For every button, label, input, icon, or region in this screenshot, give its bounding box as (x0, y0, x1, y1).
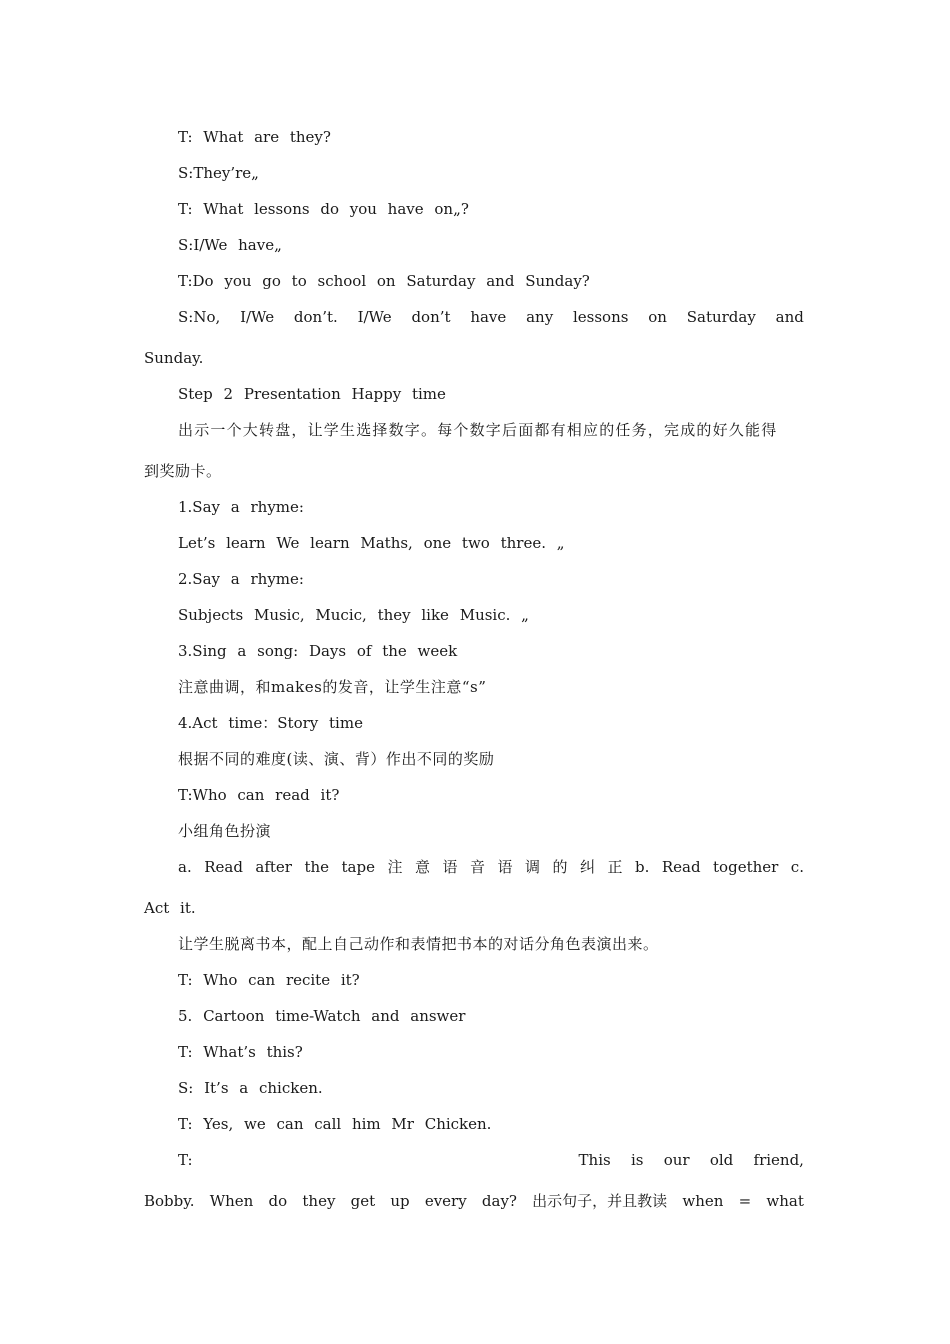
text-line: Let’s learn We learn Maths, one two three. „ (178, 534, 565, 552)
word: what (766, 1192, 804, 1210)
text-line: T: What are they? (178, 128, 331, 146)
word: 调 (524, 858, 540, 876)
word: every (424, 1192, 467, 1210)
word: 语 (497, 858, 513, 876)
word: is (630, 1151, 644, 1169)
word: any (526, 308, 554, 326)
justified-line (178, 1150, 804, 1170)
word: lessons (572, 308, 629, 326)
word: get (350, 1192, 376, 1210)
word: Read (204, 858, 243, 876)
text-line: S: It’s a chicken. (178, 1079, 323, 1097)
text-line: T:Do you go to school on Saturday and Sunday? (178, 272, 590, 290)
word: 正 (607, 858, 623, 876)
word: after (255, 858, 292, 876)
text-line: T: What lessons do you have on„? (178, 200, 469, 218)
justified-line (144, 1191, 804, 1211)
word: on (648, 308, 667, 326)
word: 注 (387, 858, 403, 876)
text-line: 1.Say a rhyme: (178, 498, 304, 516)
word: they (302, 1192, 336, 1210)
word: 的 (552, 858, 568, 876)
justified-line (178, 857, 804, 877)
word: when (682, 1192, 724, 1210)
text-line: Sunday. (144, 349, 204, 367)
text-line: 根据不同的难度(读、演、背）作出不同的奖励 (178, 750, 495, 768)
text-line: 3.Sing a song: Days of the week (178, 642, 458, 660)
word: 音 (469, 858, 485, 876)
text-line: Act it. (144, 899, 196, 917)
word: 语 (442, 858, 458, 876)
word: friend, (753, 1151, 804, 1169)
word: tape (341, 858, 375, 876)
word: b. (634, 858, 650, 876)
text-line: 让学生脱离书本，配上自己动作和表情把书本的对话分角色表演出来。 (178, 935, 659, 953)
text-line: 2.Say a rhyme: (178, 570, 304, 588)
section-heading: Step 2 Presentation Happy time (178, 385, 446, 403)
text-line: Subjects Music, Mucic, they like Music. „ (178, 606, 529, 624)
text-line: 出示一个大转盘，让学生选择数字。每个数字后面都有相应的任务，完成的好久能得 (178, 421, 778, 439)
word: T: (178, 1151, 193, 1169)
text-line: 4.Act time：Story time (178, 714, 363, 732)
text-line: S:I/We have„ (178, 236, 282, 254)
word: together (713, 858, 779, 876)
word: don’t. (293, 308, 338, 326)
word: do (268, 1192, 288, 1210)
word: don’t (411, 308, 451, 326)
word: up (390, 1192, 410, 1210)
text-line: T: Who can recite it? (178, 971, 360, 989)
word: have (470, 308, 507, 326)
justified-line (178, 307, 804, 327)
word: and (775, 308, 804, 326)
word: Read (661, 858, 701, 876)
word: our (663, 1151, 690, 1169)
text-line: 到奖励卡。 (144, 462, 222, 480)
text-line: T: What’s this? (178, 1043, 303, 1061)
word: When (209, 1192, 254, 1210)
text-line: 5. Cartoon time-Watch and answer (178, 1007, 466, 1025)
text-line: S:They’re„ (178, 164, 259, 182)
word: Saturday (686, 308, 756, 326)
text-line: 小组角色扮演 (178, 822, 272, 840)
word: I/We (240, 308, 275, 326)
word: 出示句子，并且教读 (532, 1192, 668, 1210)
word: = (738, 1192, 752, 1210)
word: c. (790, 858, 804, 876)
text-line: T: Yes, we can call him Mr Chicken. (178, 1115, 492, 1133)
text-line: T:Who can read it? (178, 786, 340, 804)
word: the (304, 858, 330, 876)
word: 纠 (579, 858, 595, 876)
word: S:No, (178, 308, 221, 326)
word: Bobby. (144, 1192, 195, 1210)
text-line: 注意曲调，和makes的发音，让学生注意“s” (178, 678, 487, 696)
word: This (578, 1151, 611, 1169)
word: old (709, 1151, 734, 1169)
word: 意 (414, 858, 430, 876)
word: day? (481, 1192, 517, 1210)
word: I/We (357, 308, 392, 326)
word: a. (178, 858, 192, 876)
